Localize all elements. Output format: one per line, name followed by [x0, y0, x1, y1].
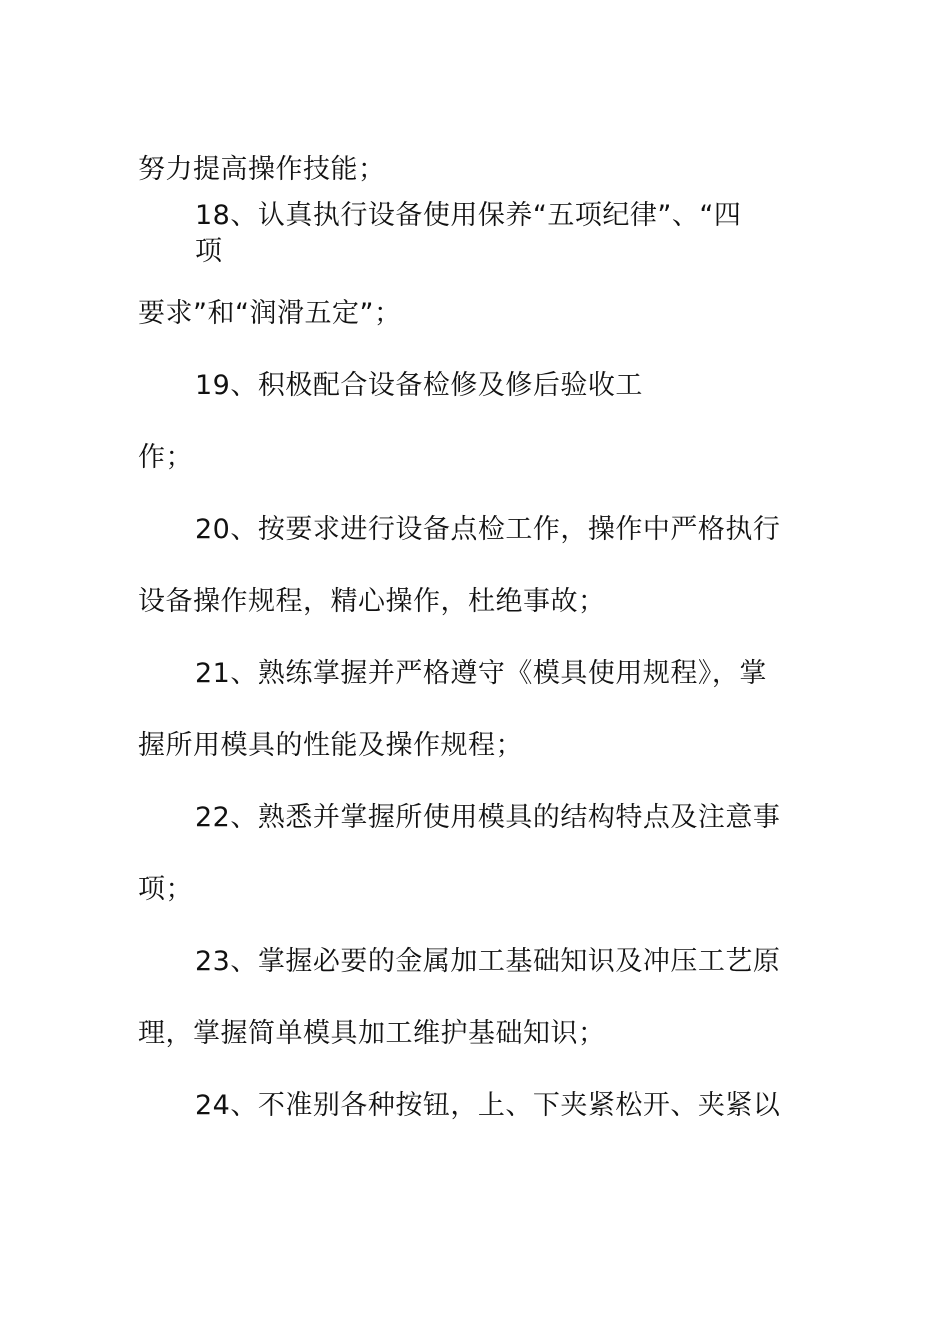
text-line: 握所用模具的性能及操作规程；	[138, 730, 523, 761]
text-line: 作；	[138, 442, 193, 473]
text-line: 22、熟悉并掌握所使用模具的结构特点及注意事	[195, 802, 781, 833]
text-line: 项	[195, 236, 223, 267]
text-line: 19、积极配合设备检修及修后验收工	[195, 370, 643, 401]
text-line: 20、按要求进行设备点检工作，操作中严格执行	[195, 514, 781, 545]
text-line: 21、熟练掌握并严格遵守《模具使用规程》，掌	[195, 658, 767, 689]
text-line: 24、不准别各种按钮，上、下夹紧松开、夹紧以	[195, 1090, 781, 1121]
text-line: 项；	[138, 874, 193, 905]
text-line: 努力提高操作技能；	[138, 154, 386, 185]
text-line: 18、认真执行设备使用保养“五项纪律”、“四	[195, 200, 742, 231]
text-line: 要求”和“润滑五定”；	[138, 298, 402, 329]
text-line: 23、掌握必要的金属加工基础知识及冲压工艺原	[195, 946, 781, 977]
text-line: 理，掌握简单模具加工维护基础知识；	[138, 1018, 606, 1049]
text-line: 设备操作规程，精心操作，杜绝事故；	[138, 586, 606, 617]
